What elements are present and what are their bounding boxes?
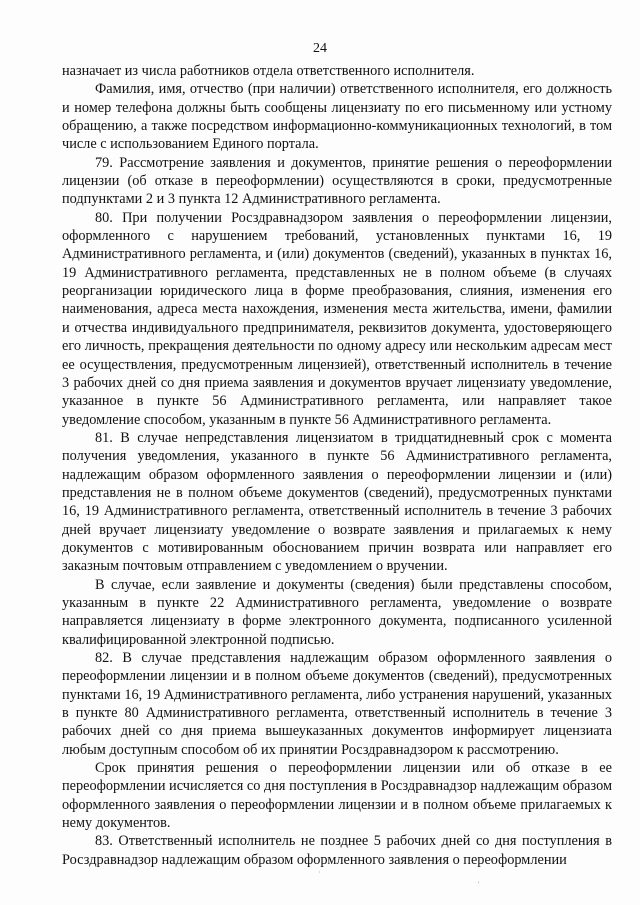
- scan-speck: ': [478, 880, 480, 889]
- paragraph-79: 79. Рассмотрение заявления и документов, принятие решения о переоформлении лицензии (об отказе в переоформлении) осуществляются в сроки, предусмотренные подпунктами 2 и 3 пункта 12 Административного регламента.: [62, 154, 612, 208]
- paragraph-82: 82. В случае представления надлежащим образом оформленного заявления о переоформлении лицензии и в полном объеме документов (сведений), предусмотренных пунктами 16, 19 Административного регламента, либо устранения нарушений, указанных в пункте 80 Административного регламента, ответственный исполнитель в течение 3 рабочих дней со дня приема вышеуказанных документов информирует лицензиата любым доступным способом об их принятии Росздравнадзором к рассмотрению.: [62, 650, 612, 758]
- paragraph-80: 80. При получении Росздравнадзором заявления о переоформлении лицензии, оформленного с нарушением требований, установленных пунктами 16, 19 Административного регламента, и (или) документов (сведений), указанных в пунктах 16, 19 Административного регламента, представленных не в полном объеме (в случаях реорганизации юридического лица в форме преобразования, слияния, изменения его наименования, адреса места нахождения, изменения места жительства, имени, фамилии и отчества индивидуального предпринимателя, реквизитов документа, удостоверяющего его личность, прекращения деятельности по одному адресу или нескольким адресам мест ее осуществления, предусмотренным лицензией), ответственный исполнитель в течение 3 рабочих дней со дня приема заявления и документов вручает лицензиату уведомление, указанное в пункте 56 Административного регламента, или направляет такое уведомление способом, указанным в пункте 56 Административного регламента.: [62, 209, 612, 428]
- scan-speck: ·: [318, 868, 321, 877]
- paragraph-continuation: назначает из числа работников отдела ответственного исполнителя.: [62, 63, 475, 79]
- paragraph-83: 83. Ответственный исполнитель не позднее 5 рабочих дней со дня поступления в Росздравнадзор надлежащим образом оформленного заявления о переоформлении: [62, 833, 612, 868]
- paragraph-responsible-executor: Фамилия, имя, отчество (при наличии) ответственного исполнителя, его должность и номер телефона должны быть сообщены лицензиату по его письменному или устному обращению, а также посредством информационно-коммуникационных технологий, в том числе с использованием Единого портала.: [62, 81, 612, 153]
- paragraph-81-electronic: В случае, если заявление и документы (сведения) были представлены способом, указанным в пункте 22 Административного регламента, уведомление о возврате направляется лицензиату в форме электронного документа, подписанного усиленной квалифицированной электронной подписью.: [62, 576, 612, 648]
- paragraph-81: 81. В случае непредставления лицензиатом в тридцатидневный срок с момента получения уведомления, указанного в пункте 56 Административного регламента, надлежащим образом оформленного заявления о переоформлении лицензии и (или) представления не в полном объеме документов (сведений), предусмотренных пунктами 16, 19 Административного регламента, ответственный исполнитель в течение 3 рабочих дней вручает лицензиату уведомление о возврате заявления и прилагаемых к нему документов с мотивированным обоснованием причин возврата или направляет его заказным почтовым отправлением с уведомлением о вручении.: [62, 429, 612, 575]
- document-body: [62, 62, 612, 869]
- paragraph-82-deadline: Срок принятия решения о переоформлении лицензии или об отказе в ее переоформлении исчисляется со дня поступления в Росздравнадзор надлежащим образом оформленного заявления о переоформлении лицензии и в полном объеме прилагаемых к нему документов.: [62, 760, 612, 832]
- page-number: 24: [313, 41, 327, 56]
